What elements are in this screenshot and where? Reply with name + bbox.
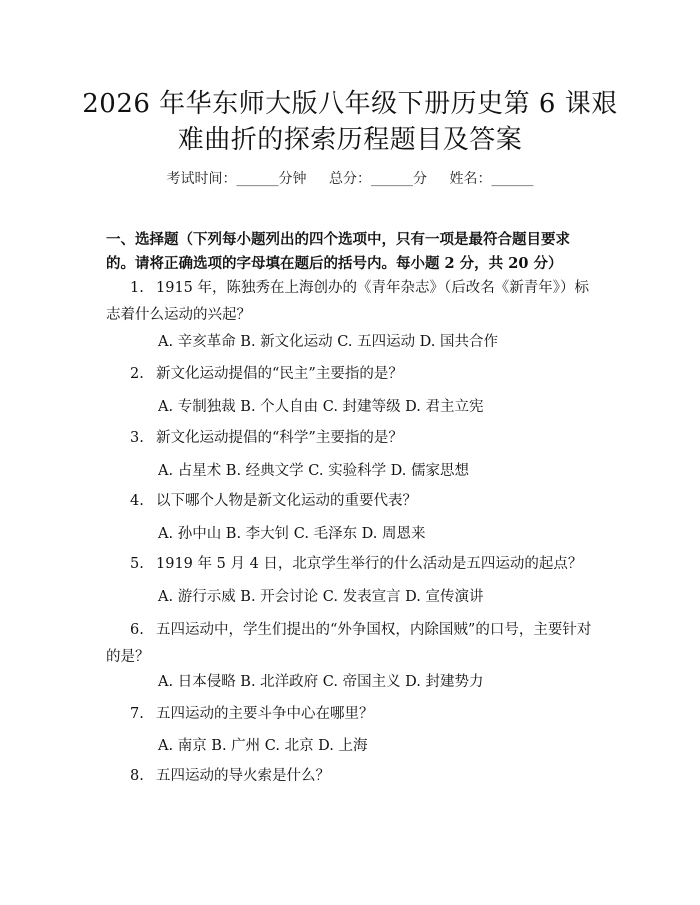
question-text: 新文化运动提倡的“民主”主要指的是？ <box>156 366 403 382</box>
question-5 <box>106 551 598 578</box>
question-2-options: A. 专制独裁 B. 个人自由 C. 封建等级 D. 君主立宪 <box>158 399 484 415</box>
question-number: 3. <box>130 430 144 446</box>
question-number: 7. <box>130 706 144 722</box>
question-8 <box>106 763 598 790</box>
question-5-options: A. 游行示威 B. 开会讨论 C. 发表宣言 D. 宣传演讲 <box>158 589 484 605</box>
question-3 <box>106 425 598 452</box>
question-6-options: A. 日本侵略 B. 北洋政府 C. 帝国主义 D. 封建势力 <box>158 674 484 690</box>
question-1-options: A. 辛亥革命 B. 新文化运动 C. 五四运动 D. 国共合作 <box>158 334 499 350</box>
exam-time-field: 考试时间：______分钟 <box>166 171 307 187</box>
question-7 <box>106 701 598 728</box>
question-number: 4. <box>130 493 144 509</box>
exam-name-field: 姓名：______ <box>449 171 534 187</box>
document-title-line-2: 难曲折的探索历程题目及答案 <box>177 125 523 155</box>
question-text: 五四运动的主要斗争中心在哪里？ <box>156 706 374 722</box>
question-text: 1915 年，陈独秀在上海创办的《青年杂志》（后改名《新青年》）标志着什么运动的兴起？ <box>106 280 590 323</box>
section-heading: 一、选择题（下列每小题列出的四个选项中，只有一项是最符合题目要求的。请将正确选项的字母填在题后的括号内。每小题 2 分，共 20 分） <box>106 231 570 272</box>
question-text: 五四运动的导火索是什么？ <box>156 768 330 784</box>
question-7-options: A. 南京 B. 广州 C. 北京 D. 上海 <box>158 738 368 754</box>
exam-score-field: 总分：______分 <box>329 171 427 187</box>
question-2 <box>106 361 598 388</box>
question-text: 五四运动中，学生们提出的“外争国权，内除国贼”的口号，主要针对的是？ <box>106 622 592 665</box>
question-6 <box>106 617 598 671</box>
question-4 <box>106 488 598 515</box>
question-text: 新文化运动提倡的“科学”主要指的是？ <box>156 430 403 446</box>
question-1 <box>106 275 598 329</box>
exam-info-row <box>0 168 700 188</box>
question-number: 8. <box>130 768 144 784</box>
question-4-options: A. 孙中山 B. 李大钊 C. 毛泽东 D. 周恩来 <box>158 526 426 542</box>
question-number: 1. <box>130 280 144 296</box>
question-3-options: A. 占星术 B. 经典文学 C. 实验科学 D. 儒家思想 <box>158 463 470 479</box>
question-text: 1919 年 5 月 4 日，北京学生举行的什么活动是五四运动的起点？ <box>156 556 583 572</box>
document-title-line-1: 2026 年华东师大版八年级下册历史第 6 课艰 <box>82 89 618 119</box>
question-number: 2. <box>130 366 144 382</box>
question-number: 6. <box>130 622 144 638</box>
question-number: 5. <box>130 556 144 572</box>
question-text: 以下哪个人物是新文化运动的重要代表？ <box>156 493 417 509</box>
